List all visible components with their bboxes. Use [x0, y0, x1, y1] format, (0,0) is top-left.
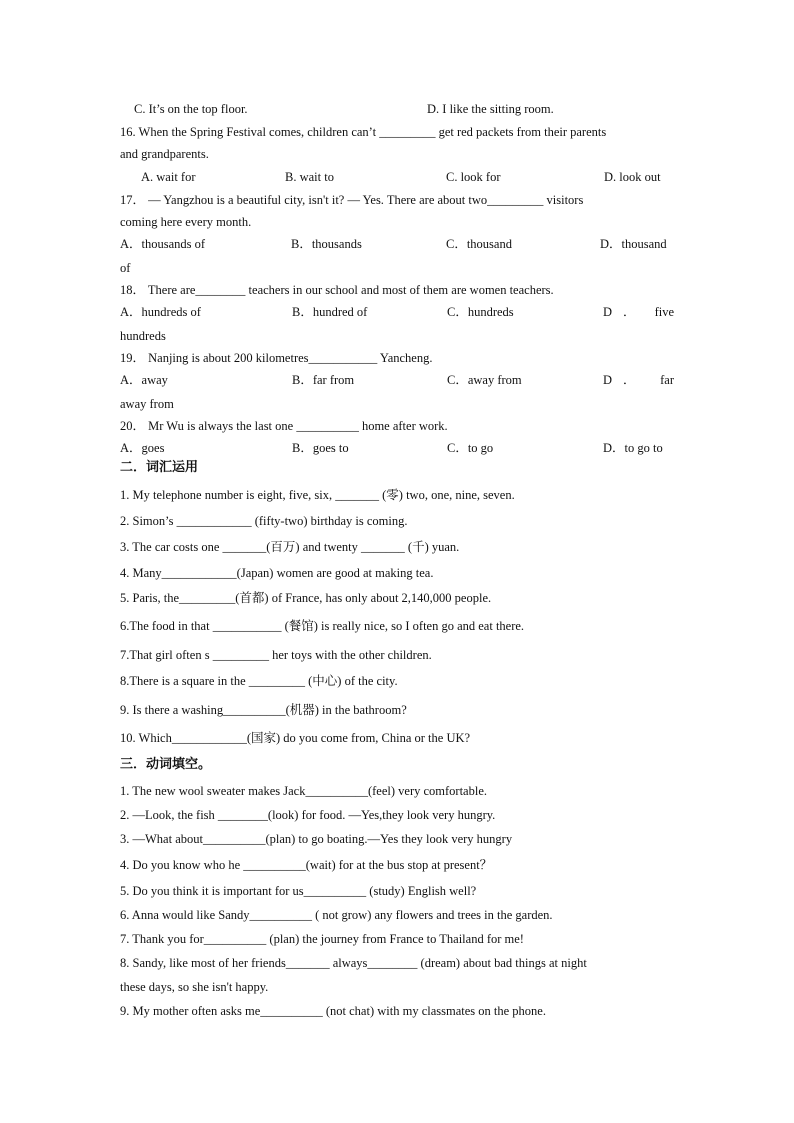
option-b: B. wait to	[285, 170, 334, 184]
question-17-wrap: of	[120, 261, 131, 275]
section-2-title: 二．词汇运用	[120, 460, 199, 475]
option-b: B．thousands	[291, 237, 362, 251]
option-a: A. wait for	[141, 170, 196, 184]
option-d-letter: D	[603, 305, 613, 319]
verb-item-8: 8. Sandy, like most of her friends_______ always________ (dream) about bad things at night	[120, 956, 587, 970]
option-c: C．hundreds	[447, 305, 514, 319]
verb-item-7: 7. Thank you for__________ (plan) the journey from France to Thailand for me!	[120, 932, 524, 946]
option-a: A．goes	[120, 441, 165, 455]
verb-item-3: 3. —What about__________(plan) to go boating.—Yes they look very hungry	[120, 832, 513, 846]
vocab-item-8: 8.There is a square in the _________ (中心) of the city.	[120, 674, 398, 688]
option-c: C．thousand	[446, 237, 512, 251]
vocab-item-1: 1. My telephone number is eight, five, six, _______ (零) two, one, nine, seven.	[120, 488, 515, 502]
verb-item-9: 9. My mother often asks me__________ (not chat) with my classmates on the phone.	[120, 1004, 546, 1018]
option-d: D．thousand	[600, 237, 667, 251]
question-20: 20． Mr Wu is always the last one __________ home after work.	[120, 419, 448, 433]
option-d: D. I like the sitting room.	[427, 102, 554, 116]
vocab-item-4: 4. Many____________(Japan) women are good at making tea.	[120, 566, 434, 580]
option-d-text: five	[654, 305, 674, 319]
question-18-wrap: hundreds	[120, 329, 166, 343]
option-d-dot: ．	[623, 305, 636, 319]
question-18: 18． There are________ teachers in our school and most of them are women teachers.	[120, 283, 554, 297]
vocab-item-10: 10. Which____________(国家) do you come from, China or the UK?	[120, 731, 471, 745]
option-b: B．hundred of	[292, 305, 368, 319]
option-c: C. It’s on the top floor.	[134, 102, 248, 116]
option-c: C. look for	[446, 170, 501, 184]
question-17: 17． — Yangzhou is a beautiful city, isn't it? — Yes. There are about two_________ visitors	[120, 193, 584, 207]
verb-item-1: 1. The new wool sweater makes Jack__________(feel) very comfortable.	[120, 784, 488, 798]
option-a: A．hundreds of	[120, 305, 201, 319]
option-d-letter: D	[603, 373, 613, 387]
vocab-item-9: 9. Is there a washing__________(机器) in the bathroom?	[120, 703, 407, 717]
verb-item-5: 5. Do you think it is important for us__________ (study) English well?	[120, 884, 477, 898]
option-b: B．far from	[292, 373, 355, 387]
option-b: B．goes to	[292, 441, 349, 455]
option-c: C．to go	[447, 441, 494, 455]
question-18-options	[120, 304, 674, 320]
option-a: A．away	[120, 373, 168, 387]
question-17-cont: coming here every month.	[120, 215, 252, 229]
option-c: C．away from	[447, 373, 522, 387]
section-3-title: 三．动词填空。	[120, 757, 212, 772]
verb-item-6: 6. Anna would like Sandy__________ ( not grow) any flowers and trees in the garden.	[120, 908, 553, 922]
option-a: A．thousands of	[120, 237, 206, 251]
question-16-cont: and grandparents.	[120, 147, 209, 161]
question-16: 16. When the Spring Festival comes, children can’t _________ get red packets from their parents	[120, 125, 607, 139]
option-d-text: far	[660, 373, 674, 387]
prev-question-options	[134, 101, 674, 117]
vocab-item-5: 5. Paris, the_________(首都) of France, has only about 2,140,000 people.	[120, 591, 492, 605]
option-d: D．to go to	[603, 441, 663, 455]
vocab-item-2: 2. Simon’s ____________ (fifty-two) birthday is coming.	[120, 514, 408, 528]
option-d: D. look out	[604, 170, 661, 184]
option-d-dot: ．	[623, 373, 636, 387]
verb-item-2: 2. —Look, the fish ________(look) for food. —Yes,they look very hungry.	[120, 808, 496, 822]
vocab-item-7: 7.That girl often s _________ her toys with the other children.	[120, 648, 432, 662]
question-17-options	[120, 236, 674, 252]
question-19-options	[120, 372, 674, 388]
question-19-wrap: away from	[120, 397, 174, 411]
question-20-options	[120, 440, 674, 456]
vocab-item-6: 6.The food in that ___________ (餐馆) is really nice, so I often go and eat there.	[120, 619, 525, 633]
question-16-options	[141, 169, 674, 185]
verb-item-8-cont: these days, so she isn't happy.	[120, 980, 269, 994]
vocab-item-3: 3. The car costs one _______(百万) and twenty _______ (千) yuan.	[120, 540, 460, 554]
verb-item-4: 4. Do you know who he __________(wait) for at the bus stop at present？	[120, 858, 493, 872]
question-19: 19． Nanjing is about 200 kilometres___________ Yancheng.	[120, 351, 433, 365]
